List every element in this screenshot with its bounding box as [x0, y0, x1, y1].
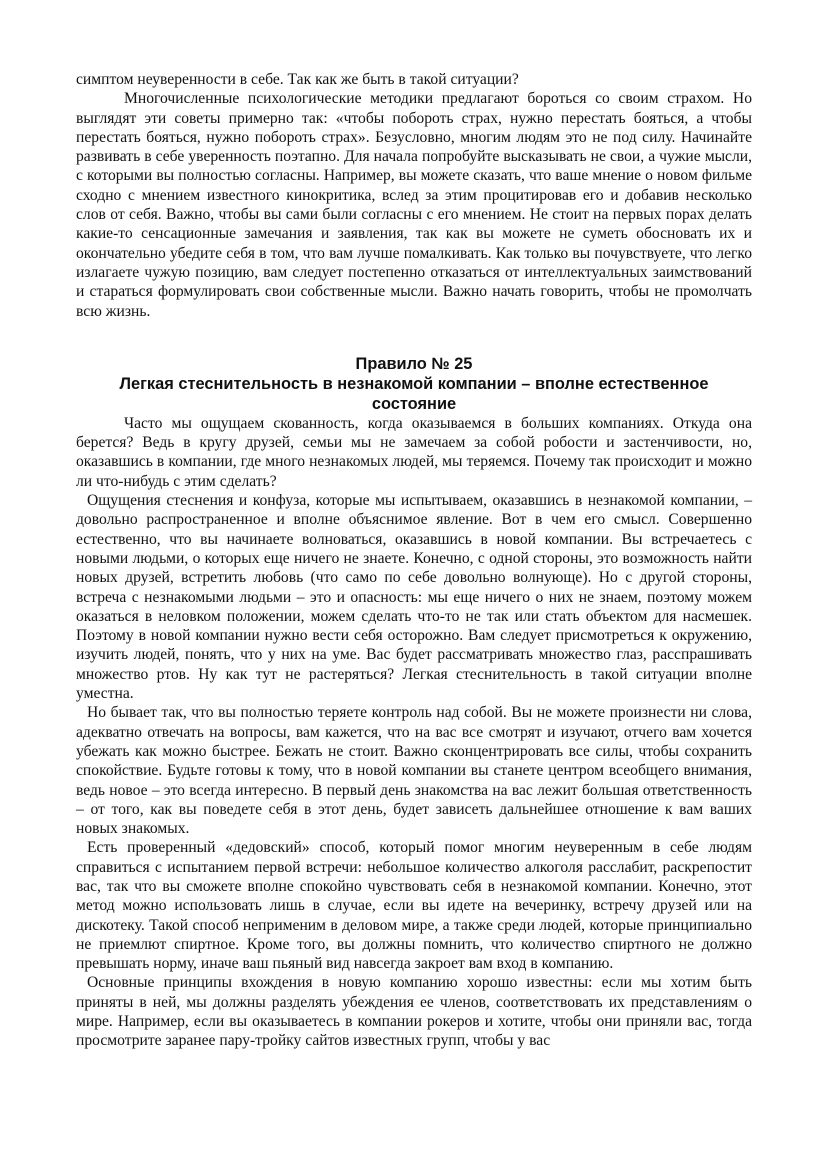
paragraph-principles: Основные принципы вхождения в новую компанию хорошо известны: если мы хотим быть приняты в ней, мы должны разделять убеждения ее членов, соответствовать их представлениям о мире. Например, если вы оказываетесь в компании рокеров и хотите, чтобы они приняли вас, тогда просмотрите заранее пару-тройку сайтов известных групп, чтобы у вас — [76, 974, 752, 1050]
paragraph-explanation: Ощущения стеснения и конфуза, которые мы испытываем, оказавшись в незнакомой компании, – довольно распространенное и вполне объяснимое явление. Вот в чем его смысл. Совершенно естественно, что вы начинаете волноваться, оказавшись в новой компании. Вы встречаетесь с новыми людьми, о которых еще ничего не знаете. Конечно, с одной стороны, это возможность найти новых друзей, встретить любовь (что само по себе довольно волнующе). Но с другой стороны, встреча с незнакомыми людьми – это и опасность: мы еще ничего о них не знаем, поэтому можем оказаться в неловком положении, можем сделать что-то не так или стать объектом для насмешек. Поэтому в новой компании нужно вести себя осторожно. Вам следует присмотреться к окружению, изучить людей, понять, что у них на уме. Вас будет рассматривать множество глаз, расспрашивать множество ртов. Ну как тут не растеряться? Легкая стеснительность в такой ситуации вполне уместна. — [76, 492, 752, 703]
paragraph-intro: Часто мы ощущаем скованность, когда оказываемся в больших компаниях. Откуда она берется? Ведь в кругу друзей, семьи мы не замечаем за собой робости и застенчивости, но, оказавшись в компании, где много незнакомых людей, мы теряемся. Почему так происходит и можно ли что-нибудь с этим сделать? — [76, 414, 752, 490]
rule-title: Легкая стеснительность в незнакомой компании – вполне естественное состояние — [119, 374, 709, 413]
paragraph-alcohol-method: Есть проверенный «дедовский» способ, который помог многим неуверенным в себе людям справиться с испытанием первой встречи: небольшое количество алкоголя расслабит, раскрепостит вас, так что вы сможете вполне спокойно чувствовать себя в незнакомой компании. Конечно, этот метод можно использовать лишь в случае, если вы идете на вечеринку, встречу друзей или на дискотеку. Такой способ неприменим в деловом мире, а также среди людей, которые принципиально не приемлют спиртное. Кроме того, вы должны помнить, что количество спиртного не должно превышать норму, иначе ваш пьяный вид навсегда закроет вам вход в компанию. — [76, 839, 752, 973]
paragraph-continuation: симптом неуверенности в себе. Так как же быть в такой ситуации? — [76, 71, 519, 88]
paragraph-advice: Многочисленные психологические методики предлагают бороться со своим страхом. Но выглядят эти советы примерно так: «чтобы побороть страх, нужно перестать бояться, а чтобы перестать бояться, нужно побороть страх». Безусловно, многим людям это не под силу. Начинайте развивать в себе уверенность поэтапно. Для начала попробуйте высказывать не свои, а чужие мысли, с которыми вы полностью согласны. Например, вы можете сказать, что ваше мнение о новом фильме сходно с мнением известного кинокритика, вслед за этим процитировав его и добавив несколько слов от себя. Важно, чтобы вы сами были согласны с его мнением. Не стоит на первых порах делать какие-то сенсационные замечания и заявления, так как вы можете не суметь обосновать их и окончательно убедите себя в том, что вам лучше помалкивать. Как только вы почувствуете, что легко излагаете чужую позицию, вам следует постепенно отказаться от интеллектуальных заимствований и стараться формулировать свои собственные мысли. Важно начать говорить, чтобы не промолчать всю жизнь. — [76, 90, 752, 320]
paragraph-loss-of-control: Но бывает так, что вы полностью теряете контроль над собой. Вы не можете произнести ни слова, адекватно отвечать на вопросы, вам кажется, что на вас все смотрят и изучают, отчего вам хочется убежать как можно быстрее. Бежать не стоит. Важно сконцентрировать все силы, чтобы сохранить спокойствие. Будьте готовы к тому, что в новой компании вы станете центром всеобщего внимания, ведь новое – это всегда интересно. В первый день знакомства на вас лежит большая ответственность – от того, как вы поведете себя в этот день, будет зависеть дальнейшее отношение к вам ваших новых знакомых. — [76, 704, 752, 838]
rule-number: Правило № 25 — [355, 354, 473, 373]
rule-heading — [76, 354, 752, 414]
document-page — [76, 70, 752, 1051]
